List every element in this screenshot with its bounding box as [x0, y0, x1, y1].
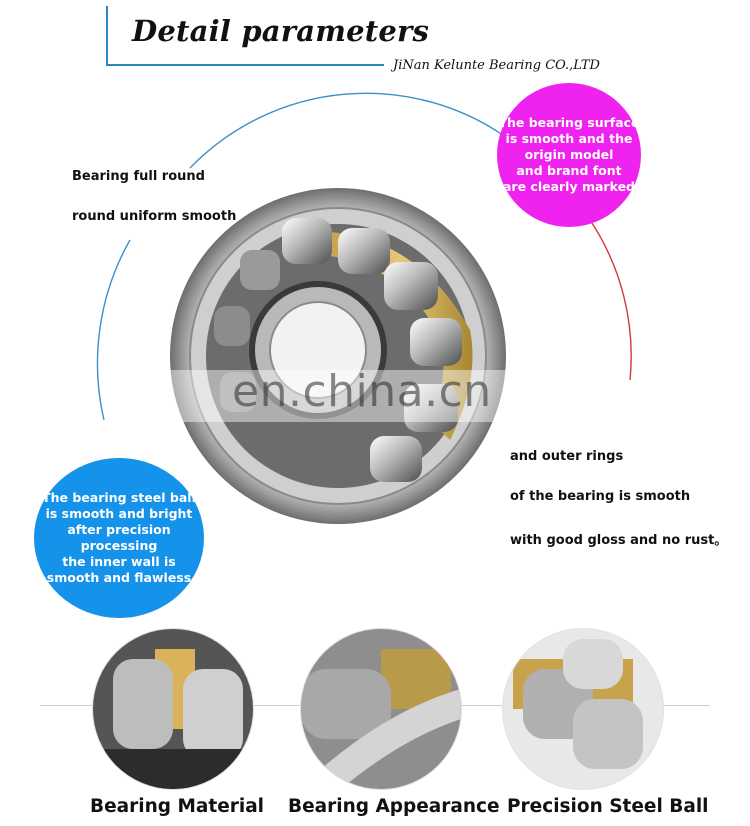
pink-bubble: [497, 83, 641, 227]
page-title: Detail parameters: [132, 14, 430, 48]
watermark: en.china.cn: [232, 366, 492, 417]
thumb-bearing-appearance: [300, 628, 462, 790]
thumb-bearing-material: [92, 628, 254, 790]
arc-top: [190, 93, 510, 168]
blue-bubble: [34, 458, 204, 618]
arc-right: [590, 220, 631, 380]
right-text-line-2: of the bearing is smooth: [510, 489, 691, 504]
right-text-line-3: with good gloss and no rust。: [510, 533, 728, 548]
blue-bubble-text: The bearing steel ball is smooth and bright after precision processing the inner wall is smooth and flawless: [42, 490, 196, 585]
pink-bubble-text: The bearing surface is smooth and the origin model and brand font are clearly marked: [498, 115, 640, 194]
caption-precision-steel-ball: Precision Steel Ball: [507, 796, 709, 817]
left-text-line-2: round uniform smooth: [72, 209, 237, 224]
company-name: JiNan Kelunte Bearing CO.,LTD: [393, 58, 600, 73]
thumb-precision-steel-ball: [502, 628, 664, 790]
caption-bearing-material: Bearing Material: [90, 796, 265, 817]
caption-bearing-appearance: Bearing Appearance: [288, 796, 500, 817]
left-text-line-1: Bearing full round: [72, 169, 205, 184]
arc-left: [97, 240, 130, 420]
right-text-line-1: and outer rings: [510, 449, 624, 464]
